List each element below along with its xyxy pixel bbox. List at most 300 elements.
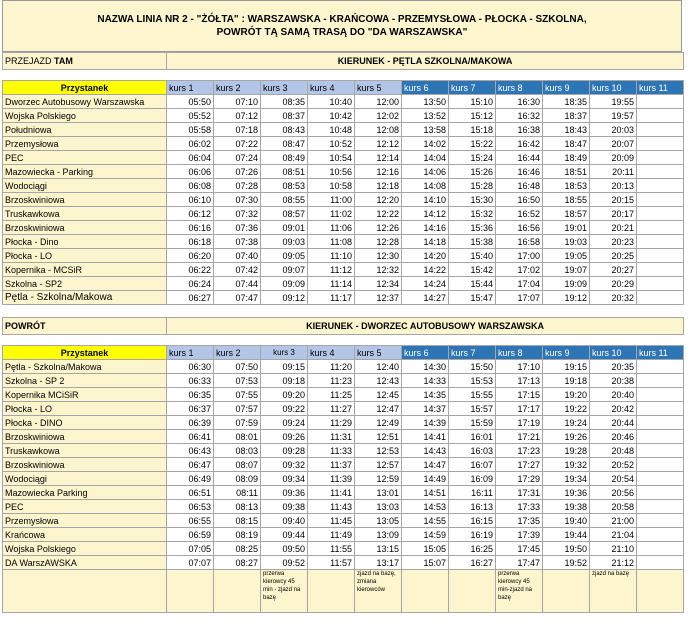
timetable-row bbox=[3, 528, 684, 542]
departure-time: 17:23 bbox=[496, 444, 543, 458]
departure-time: 19:20 bbox=[543, 388, 590, 402]
stop-name: Płocka - LO bbox=[3, 249, 167, 263]
departure-time: 20:40 bbox=[590, 388, 637, 402]
stop-name: Krańcowa bbox=[3, 528, 167, 542]
stop-name: Brzoskwiniowa bbox=[3, 193, 167, 207]
departure-time: 09:32 bbox=[261, 458, 308, 472]
departure-time: 09:52 bbox=[261, 556, 308, 570]
stop-name: Szkolna - SP2 bbox=[3, 277, 167, 291]
timetable-row bbox=[3, 277, 684, 291]
departure-time: 15:36 bbox=[449, 221, 496, 235]
departure-time: 08:25 bbox=[214, 542, 261, 556]
departure-time: 12:16 bbox=[355, 165, 402, 179]
return-label: POWRÓT bbox=[3, 318, 167, 335]
course-note bbox=[214, 570, 261, 613]
departure-time: 16:27 bbox=[449, 556, 496, 570]
departure-time: 07:05 bbox=[167, 542, 214, 556]
departure-time bbox=[637, 221, 684, 235]
stop-name: Płocka - DINO bbox=[3, 416, 167, 430]
departure-time: 18:57 bbox=[543, 207, 590, 221]
departure-time: 17:47 bbox=[496, 556, 543, 570]
departure-time: 20:25 bbox=[590, 249, 637, 263]
departure-time bbox=[637, 402, 684, 416]
course-note bbox=[637, 570, 684, 613]
departure-time bbox=[637, 444, 684, 458]
departure-time: 08:51 bbox=[261, 165, 308, 179]
departure-time: 12:32 bbox=[355, 263, 402, 277]
course-note: zjazd na bazę bbox=[590, 570, 637, 613]
departure-time: 12:02 bbox=[355, 109, 402, 123]
departure-time: 07:24 bbox=[214, 151, 261, 165]
departure-time bbox=[637, 486, 684, 500]
departure-time: 09:03 bbox=[261, 235, 308, 249]
stop-name: Wodociągi bbox=[3, 179, 167, 193]
departure-time: 10:56 bbox=[308, 165, 355, 179]
departure-time: 16:25 bbox=[449, 542, 496, 556]
spacer-row bbox=[3, 70, 684, 81]
departure-time bbox=[637, 179, 684, 193]
departure-time: 14:35 bbox=[402, 388, 449, 402]
departure-time: 14:02 bbox=[402, 137, 449, 151]
departure-time: 11:45 bbox=[308, 514, 355, 528]
stop-name: Pętla - Szkolna/Makowa bbox=[3, 291, 167, 305]
return-table bbox=[2, 317, 684, 613]
outbound-direction: KIERUNEK - PĘTLA SZKOLNA/MAKOWA bbox=[167, 53, 684, 70]
departure-time: 19:55 bbox=[590, 95, 637, 109]
departure-time: 12:12 bbox=[355, 137, 402, 151]
departure-time: 11:33 bbox=[308, 444, 355, 458]
departure-time: 17:33 bbox=[496, 500, 543, 514]
stop-name: Płocka - Dino bbox=[3, 235, 167, 249]
departure-time: 14:04 bbox=[402, 151, 449, 165]
departure-time: 06:49 bbox=[167, 472, 214, 486]
departure-time: 07:42 bbox=[214, 263, 261, 277]
departure-time: 10:52 bbox=[308, 137, 355, 151]
departure-time: 06:10 bbox=[167, 193, 214, 207]
departure-time bbox=[637, 374, 684, 388]
departure-time: 06:06 bbox=[167, 165, 214, 179]
departure-time bbox=[637, 388, 684, 402]
departure-time bbox=[637, 514, 684, 528]
departure-time: 10:58 bbox=[308, 179, 355, 193]
departure-time: 11:31 bbox=[308, 430, 355, 444]
timetable-row bbox=[3, 137, 684, 151]
departure-time: 08:47 bbox=[261, 137, 308, 151]
departure-time bbox=[637, 165, 684, 179]
departure-time: 14:37 bbox=[402, 402, 449, 416]
stop-name: Szkolna - SP 2 bbox=[3, 374, 167, 388]
timetable-row bbox=[3, 472, 684, 486]
departure-time bbox=[637, 542, 684, 556]
departure-time: 09:40 bbox=[261, 514, 308, 528]
departure-time: 15:10 bbox=[449, 95, 496, 109]
departure-time: 12:30 bbox=[355, 249, 402, 263]
departure-time: 19:44 bbox=[543, 528, 590, 542]
departure-time: 19:05 bbox=[543, 249, 590, 263]
departure-time: 17:00 bbox=[496, 249, 543, 263]
departure-time: 12:49 bbox=[355, 416, 402, 430]
spacer-row bbox=[3, 335, 684, 346]
departure-time: 16:56 bbox=[496, 221, 543, 235]
departure-time: 07:18 bbox=[214, 123, 261, 137]
departure-time: 20:46 bbox=[590, 430, 637, 444]
course-header-3: kurs 3 bbox=[261, 81, 308, 95]
title-line-1: NAZWA LINIA NR 2 - "ŻÓŁTA" : WARSZAWSKA - KRAŃCOWA - PRZEMYSŁOWA - PŁOCKA - SZKOLNA, bbox=[97, 14, 587, 25]
course-header-7: kurs 7 bbox=[449, 81, 496, 95]
departure-time: 06:55 bbox=[167, 514, 214, 528]
spacer-cell bbox=[3, 70, 684, 81]
departure-time: 06:12 bbox=[167, 207, 214, 221]
departure-time: 13:01 bbox=[355, 486, 402, 500]
departure-time: 07:10 bbox=[214, 95, 261, 109]
departure-time: 07:28 bbox=[214, 179, 261, 193]
departure-time: 06:43 bbox=[167, 444, 214, 458]
departure-time: 08:03 bbox=[214, 444, 261, 458]
departure-time: 14:06 bbox=[402, 165, 449, 179]
stop-column-header: Przystanek bbox=[3, 81, 167, 95]
departure-time: 10:40 bbox=[308, 95, 355, 109]
departure-time: 12:22 bbox=[355, 207, 402, 221]
departure-time: 15:57 bbox=[449, 402, 496, 416]
timetable-row bbox=[3, 249, 684, 263]
departure-time: 09:12 bbox=[261, 291, 308, 305]
course-header-8: kurs 8 bbox=[496, 81, 543, 95]
departure-time: 20:11 bbox=[590, 165, 637, 179]
departure-time: 15:22 bbox=[449, 137, 496, 151]
departure-time: 15:05 bbox=[402, 542, 449, 556]
departure-time: 07:32 bbox=[214, 207, 261, 221]
departure-time bbox=[637, 360, 684, 374]
departure-time: 09:05 bbox=[261, 249, 308, 263]
departure-time: 20:21 bbox=[590, 221, 637, 235]
departure-time: 20:07 bbox=[590, 137, 637, 151]
departure-time: 06:59 bbox=[167, 528, 214, 542]
departure-time: 09:18 bbox=[261, 374, 308, 388]
departure-time: 14:43 bbox=[402, 444, 449, 458]
departure-time: 11:49 bbox=[308, 528, 355, 542]
departure-time: 09:09 bbox=[261, 277, 308, 291]
stop-name: Południowa bbox=[3, 123, 167, 137]
timetable-row bbox=[3, 179, 684, 193]
departure-time: 19:03 bbox=[543, 235, 590, 249]
departure-time: 17:13 bbox=[496, 374, 543, 388]
departure-time: 19:32 bbox=[543, 458, 590, 472]
departure-time: 09:01 bbox=[261, 221, 308, 235]
course-header-9: kurs 9 bbox=[543, 346, 590, 360]
departure-time: 07:36 bbox=[214, 221, 261, 235]
departure-time: 07:47 bbox=[214, 291, 261, 305]
departure-time: 06:18 bbox=[167, 235, 214, 249]
timetable-row bbox=[3, 388, 684, 402]
course-header-row bbox=[3, 81, 684, 95]
departure-time: 13:58 bbox=[402, 123, 449, 137]
departure-time: 08:37 bbox=[261, 109, 308, 123]
departure-time: 07:55 bbox=[214, 388, 261, 402]
timetable-row bbox=[3, 291, 684, 305]
departure-time: 12:59 bbox=[355, 472, 402, 486]
course-header-1: kurs 1 bbox=[167, 346, 214, 360]
timetable-row bbox=[3, 360, 684, 374]
course-header-6: kurs 6 bbox=[402, 346, 449, 360]
departure-time: 11:41 bbox=[308, 486, 355, 500]
departure-time: 07:30 bbox=[214, 193, 261, 207]
departure-time: 09:26 bbox=[261, 430, 308, 444]
departure-time: 07:59 bbox=[214, 416, 261, 430]
departure-time: 11:37 bbox=[308, 458, 355, 472]
departure-time: 08:53 bbox=[261, 179, 308, 193]
departure-time: 14:39 bbox=[402, 416, 449, 430]
departure-time: 16:19 bbox=[449, 528, 496, 542]
departure-time: 20:56 bbox=[590, 486, 637, 500]
stop-name: Mazowiecka - Parking bbox=[3, 165, 167, 179]
departure-time: 21:10 bbox=[590, 542, 637, 556]
departure-time: 06:53 bbox=[167, 500, 214, 514]
departure-time: 11:55 bbox=[308, 542, 355, 556]
departure-time: 09:44 bbox=[261, 528, 308, 542]
departure-time: 16:03 bbox=[449, 444, 496, 458]
departure-time: 16:46 bbox=[496, 165, 543, 179]
departure-time: 13:05 bbox=[355, 514, 402, 528]
departure-time: 08:27 bbox=[214, 556, 261, 570]
course-header-3: kurs 3 bbox=[261, 346, 308, 360]
departure-time: 08:11 bbox=[214, 486, 261, 500]
departure-time: 14:16 bbox=[402, 221, 449, 235]
departure-time: 14:27 bbox=[402, 291, 449, 305]
departure-time: 19:22 bbox=[543, 402, 590, 416]
departure-time: 16:38 bbox=[496, 123, 543, 137]
departure-time: 14:47 bbox=[402, 458, 449, 472]
departure-time: 15:26 bbox=[449, 165, 496, 179]
departure-time bbox=[637, 556, 684, 570]
departure-time: 17:39 bbox=[496, 528, 543, 542]
departure-time: 20:35 bbox=[590, 360, 637, 374]
departure-time: 08:01 bbox=[214, 430, 261, 444]
departure-time: 08:57 bbox=[261, 207, 308, 221]
course-header-row bbox=[3, 346, 684, 360]
departure-time: 12:57 bbox=[355, 458, 402, 472]
departure-time: 10:48 bbox=[308, 123, 355, 137]
departure-time: 06:27 bbox=[167, 291, 214, 305]
departure-time: 19:12 bbox=[543, 291, 590, 305]
departure-time bbox=[637, 137, 684, 151]
departure-time: 16:48 bbox=[496, 179, 543, 193]
course-header-4: kurs 4 bbox=[308, 81, 355, 95]
departure-time: 16:52 bbox=[496, 207, 543, 221]
departure-time: 05:52 bbox=[167, 109, 214, 123]
spacer-cell bbox=[3, 335, 684, 346]
stop-name: Przemysłowa bbox=[3, 514, 167, 528]
timetable-row bbox=[3, 165, 684, 179]
departure-time: 16:15 bbox=[449, 514, 496, 528]
stop-name: Brzoskwiniowa bbox=[3, 221, 167, 235]
departure-time: 07:57 bbox=[214, 402, 261, 416]
departure-time: 12:20 bbox=[355, 193, 402, 207]
departure-time: 15:38 bbox=[449, 235, 496, 249]
departure-time: 12:14 bbox=[355, 151, 402, 165]
departure-time: 11:14 bbox=[308, 277, 355, 291]
departure-time: 10:42 bbox=[308, 109, 355, 123]
departure-time: 19:57 bbox=[590, 109, 637, 123]
departure-time: 14:41 bbox=[402, 430, 449, 444]
stop-name: Wodociągi bbox=[3, 472, 167, 486]
departure-time: 15:30 bbox=[449, 193, 496, 207]
departure-time: 07:53 bbox=[214, 374, 261, 388]
course-header-2: kurs 2 bbox=[214, 346, 261, 360]
course-note: przerwa kierowcy 45 min - zjazd na bazę bbox=[261, 570, 308, 613]
departure-time: 07:22 bbox=[214, 137, 261, 151]
stop-name: Pętla - Szkolna/Makowa bbox=[3, 360, 167, 374]
timetable-sheet bbox=[2, 0, 682, 613]
stop-name: Płocka - LO bbox=[3, 402, 167, 416]
departure-time: 20:42 bbox=[590, 402, 637, 416]
departure-time: 11:12 bbox=[308, 263, 355, 277]
departure-time: 11:39 bbox=[308, 472, 355, 486]
departure-time: 15:44 bbox=[449, 277, 496, 291]
departure-time: 19:50 bbox=[543, 542, 590, 556]
stop-name: PEC bbox=[3, 151, 167, 165]
departure-time: 21:12 bbox=[590, 556, 637, 570]
stop-name: Mazowiecka Parking bbox=[3, 486, 167, 500]
departure-time: 09:24 bbox=[261, 416, 308, 430]
departure-time: 15:50 bbox=[449, 360, 496, 374]
departure-time: 16:09 bbox=[449, 472, 496, 486]
departure-time: 11:57 bbox=[308, 556, 355, 570]
course-header-5: kurs 5 bbox=[355, 81, 402, 95]
timetable-row bbox=[3, 430, 684, 444]
departure-time: 20:27 bbox=[590, 263, 637, 277]
departure-time: 14:10 bbox=[402, 193, 449, 207]
departure-time bbox=[637, 151, 684, 165]
departure-time: 11:20 bbox=[308, 360, 355, 374]
departure-time bbox=[637, 500, 684, 514]
departure-time: 14:59 bbox=[402, 528, 449, 542]
departure-time: 20:44 bbox=[590, 416, 637, 430]
departure-time: 09:20 bbox=[261, 388, 308, 402]
departure-time: 14:53 bbox=[402, 500, 449, 514]
departure-time: 09:36 bbox=[261, 486, 308, 500]
departure-time: 08:15 bbox=[214, 514, 261, 528]
departure-time: 13:52 bbox=[402, 109, 449, 123]
departure-time: 14:51 bbox=[402, 486, 449, 500]
departure-time: 14:33 bbox=[402, 374, 449, 388]
stop-name: Truskawkowa bbox=[3, 444, 167, 458]
departure-time bbox=[637, 416, 684, 430]
departure-time: 12:43 bbox=[355, 374, 402, 388]
notes-row bbox=[3, 570, 684, 613]
departure-time: 08:55 bbox=[261, 193, 308, 207]
departure-time: 14:12 bbox=[402, 207, 449, 221]
departure-time bbox=[637, 235, 684, 249]
timetable-row bbox=[3, 263, 684, 277]
departure-time: 19:28 bbox=[543, 444, 590, 458]
departure-time: 17:17 bbox=[496, 402, 543, 416]
departure-time: 20:29 bbox=[590, 277, 637, 291]
course-header-8: kurs 8 bbox=[496, 346, 543, 360]
departure-time: 06:24 bbox=[167, 277, 214, 291]
course-note bbox=[3, 570, 167, 613]
departure-time: 14:22 bbox=[402, 263, 449, 277]
departure-time: 21:04 bbox=[590, 528, 637, 542]
departure-time: 06:39 bbox=[167, 416, 214, 430]
course-header-1: kurs 1 bbox=[167, 81, 214, 95]
timetable-row bbox=[3, 486, 684, 500]
departure-time: 08:35 bbox=[261, 95, 308, 109]
departure-time: 14:18 bbox=[402, 235, 449, 249]
timetable-row bbox=[3, 109, 684, 123]
departure-time: 17:04 bbox=[496, 277, 543, 291]
departure-time: 13:17 bbox=[355, 556, 402, 570]
departure-time: 14:49 bbox=[402, 472, 449, 486]
departure-time: 18:55 bbox=[543, 193, 590, 207]
departure-time: 15:24 bbox=[449, 151, 496, 165]
timetable-row bbox=[3, 514, 684, 528]
timetable-row bbox=[3, 374, 684, 388]
departure-time: 19:09 bbox=[543, 277, 590, 291]
departure-time: 06:51 bbox=[167, 486, 214, 500]
departure-time: 20:52 bbox=[590, 458, 637, 472]
departure-time: 17:29 bbox=[496, 472, 543, 486]
course-note bbox=[167, 570, 214, 613]
timetable-row bbox=[3, 95, 684, 109]
departure-time: 09:50 bbox=[261, 542, 308, 556]
departure-time bbox=[637, 458, 684, 472]
departure-time: 15:53 bbox=[449, 374, 496, 388]
timetable-row bbox=[3, 151, 684, 165]
departure-time: 20:48 bbox=[590, 444, 637, 458]
departure-time: 12:08 bbox=[355, 123, 402, 137]
departure-time: 12:34 bbox=[355, 277, 402, 291]
departure-time: 12:37 bbox=[355, 291, 402, 305]
timetable-row bbox=[3, 542, 684, 556]
departure-time: 16:01 bbox=[449, 430, 496, 444]
stop-name: Kopernika - MCSiR bbox=[3, 263, 167, 277]
departure-time: 16:58 bbox=[496, 235, 543, 249]
course-header-4: kurs 4 bbox=[308, 346, 355, 360]
departure-time: 18:53 bbox=[543, 179, 590, 193]
departure-time: 06:37 bbox=[167, 402, 214, 416]
timetable-row bbox=[3, 123, 684, 137]
course-note: przerwa kierowcy 45 min-zjazd na bazę bbox=[496, 570, 543, 613]
departure-time: 16:42 bbox=[496, 137, 543, 151]
departure-time: 12:40 bbox=[355, 360, 402, 374]
departure-time: 18:49 bbox=[543, 151, 590, 165]
departure-time: 11:27 bbox=[308, 402, 355, 416]
departure-time: 09:28 bbox=[261, 444, 308, 458]
departure-time: 18:37 bbox=[543, 109, 590, 123]
timetable-row bbox=[3, 235, 684, 249]
departure-time: 20:58 bbox=[590, 500, 637, 514]
departure-time: 06:30 bbox=[167, 360, 214, 374]
departure-time: 07:26 bbox=[214, 165, 261, 179]
departure-time: 15:55 bbox=[449, 388, 496, 402]
course-note bbox=[543, 570, 590, 613]
departure-time: 12:26 bbox=[355, 221, 402, 235]
departure-time: 19:15 bbox=[543, 360, 590, 374]
departure-time: 13:50 bbox=[402, 95, 449, 109]
departure-time: 05:58 bbox=[167, 123, 214, 137]
departure-time: 11:00 bbox=[308, 193, 355, 207]
timetable-row bbox=[3, 207, 684, 221]
departure-time bbox=[637, 207, 684, 221]
departure-time: 12:51 bbox=[355, 430, 402, 444]
departure-time: 19:40 bbox=[543, 514, 590, 528]
departure-time: 21:00 bbox=[590, 514, 637, 528]
stop-name: Wojska Polskiego bbox=[3, 542, 167, 556]
course-note bbox=[308, 570, 355, 613]
departure-time: 06:41 bbox=[167, 430, 214, 444]
timetable-row bbox=[3, 444, 684, 458]
timetable-row bbox=[3, 416, 684, 430]
